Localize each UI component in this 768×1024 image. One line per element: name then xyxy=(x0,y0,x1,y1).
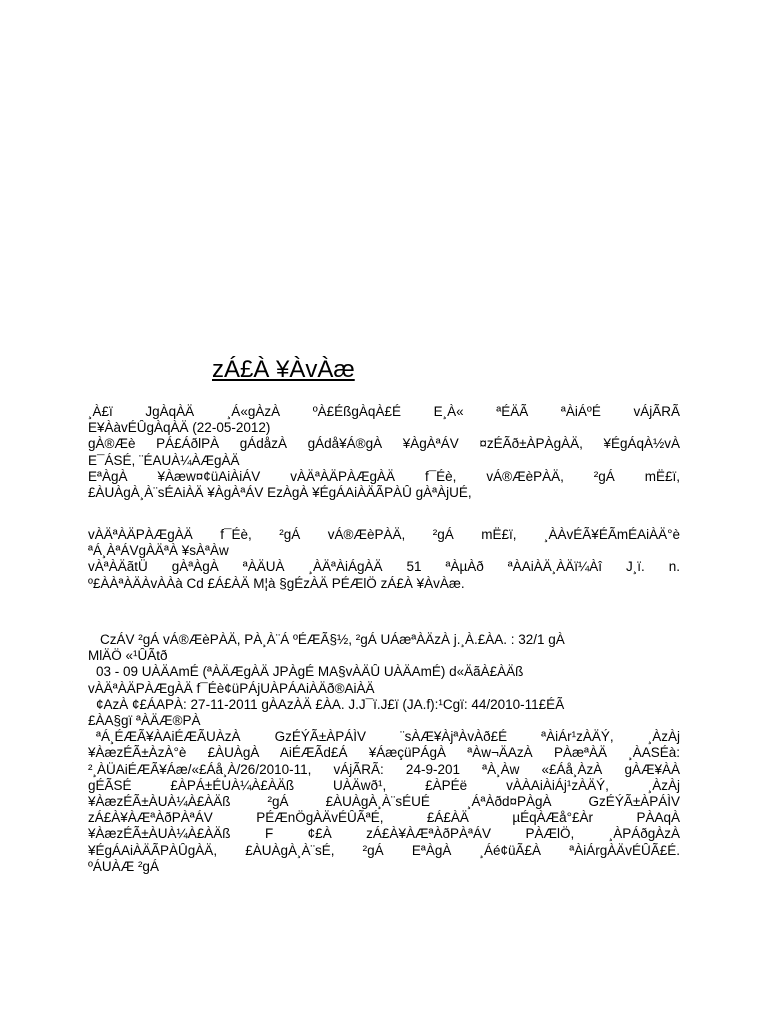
text-line: MlÄÖ «¹ÛÃtð xyxy=(88,648,168,664)
text-line: EªÀgÀ ¥Àæw¤¢üAiÀiÁV vÀÄªÀÄPÀÆgÀÄ f¯Éè, vÁ®ÆèPÀÄ, ²gÁ mË£ï, xyxy=(88,468,680,484)
text-line: £ÀA§gï ªÀÄÆ®PÀ xyxy=(88,713,201,729)
paragraph-intro xyxy=(88,404,680,501)
text-line: £ÀUÀgÀ¸À¨sÉAiÀÄ ¥ÀgÀªÁV EzÀgÀ ¥ÉgÁAiÀÄÃPÀÛ gÀªÀjUÉ, xyxy=(88,485,472,501)
document-title: zÁ£À ¥ÀvÀæ xyxy=(212,356,355,383)
text-line: gÀ®Æè PÁ£ÁðlPÀ gÁdåzÀ gÁdå¥Á®gÀ ¥ÀgÀªÁV ¤zÉÃð±ÀPÀgÀÄ, ¥ÉgÁqÀ½vÀ xyxy=(88,436,680,452)
text-line: gÉÃSÉ £ÀPÁ±ÉUÀ¼À£ÀÄß UÀÄwð¹, £ÀPÉë vÀÀAiÀiÁj¹zÀÄÝ, ¸ÀzÀj xyxy=(88,777,680,793)
text-line: ¥ÀæzÉÃ±ÀUÀ¼À£ÀÄß F ¢£À zÁ£À¥ÀÆªÀðPÀªÁV PÀÆlÖ, ¸ÀPÁðgÀzÀ xyxy=(88,826,680,842)
text-line: ¥ÉgÁAiÀÄÃPÀÛgÀÄ, £ÀUÀgÀ¸À¨sÉ, ²gÁ EªÀgÀ ¸Áé¢üÃ£À ªÀiÁrgÀÄvÉÛÃ£É. xyxy=(88,842,680,858)
text-line: ¥ÀæzÉÃ±ÀUÀ¼À£ÀÄß ²gÁ £ÀUÀgÀ¸À¨sÉUÉ ¸ÁªÀðd¤PÀgÀ GzÉÝÃ±ÀPÁÌV xyxy=(88,794,680,810)
text-line: ¢AzÀ ¢£ÁAPÀ: 27-11-2011 gÀAzÀÄ £ÀA. J.J¯ï.J£ï (JA.f):¹Cgï: 44/2010-11£ÉÃ xyxy=(96,696,565,712)
text-line: E¯ÁSÉ, ¨ÉAUÀ¼ÀÆgÀÄ xyxy=(88,452,240,468)
text-line: vÀªÀÄãtÜ gÀªÀgÀ ªÀÄUÀ ¸ÀÄªÀiÁgÀÄ 51 ªÀµÀð ªÀAiÀÄ¸ÀÄï¼Àî J¸ï. n. xyxy=(88,559,680,575)
text-line: vÀÄªÀÄPÀÆgÀÄ f¯Éè, ²gÁ vÁ®ÆèPÀÄ, ²gÁ mË£ï, ¸ÀÀvÉÃ¥ÉÃmÉAiÀÄ°è xyxy=(88,527,680,542)
text-line: zÁ£À¥ÀÆªÀðPÀªÁV PÉÆnÖgÀÄvÉÛÃªÉ, £Á£ÀÄ µÉqÀÆå°£Àr PÀAqÀ xyxy=(88,810,680,826)
paragraph-donor xyxy=(88,527,680,592)
text-line: CzÁV ²gÁ vÁ®ÆèPÀÄ, PÀ¸À¨Á ºÉÆÃ§½, ²gÁ UÁæªÀÄzÀ j.¸À.£ÀA. : 32/1 gÀ xyxy=(100,632,565,647)
text-line: ºÁUÀÆ ²gÁ xyxy=(88,858,159,874)
text-line: ªÁ¸ÀªÁVgÀÄªÀ ¥sÀªÀw xyxy=(88,543,229,559)
text-line: E¥ÀàvÉÛgÀqÀÄ (22-05-2012) xyxy=(88,420,271,436)
text-line: ¸À£ï JgÀqÀÄ ¸Á«gÀzÀ ºÀ£ÉßgÀqÀ£É E¸À« ªÉÄÃ ªÀiÁºÉ vÁjÃRÃ xyxy=(88,404,680,419)
paragraph-details xyxy=(88,632,680,875)
text-line: 03 - 09 UÀÄAmÉ (ªÀÄÆgÀÄ JPÀgÉ MA§vÀÄÛ UÀÄAmÉ) d«ÄãÀ£ÀÄß xyxy=(96,664,524,680)
text-line: ªÁ¸ÉÆÃ¥ÀAiÉÆÃUÀzÀ GzÉÝÃ±ÀPÁÌV ¨sÀÆ¥ÀjªÀvÀð£É ªÀiÁr¹zÀÄÝ, ¸ÀzÀj xyxy=(96,729,680,745)
text-line: º£ÀÀªÀÄÀvÀÀà Cd £Á£ÀÄ M¦à §gÉzÀÄ PÉÆlÖ zÁ£À ¥ÀvÀæ. xyxy=(88,575,465,591)
text-line: vÀÄªÀÄPÀÆgÀÄ f¯Éè¢üPÁjUÀPÁAiÀÄð®AiÀÄ xyxy=(88,680,375,696)
text-line: ¥ÀæzÉÃ±ÀzÀ°è £ÀUÀgÀ AiÉÆÃd£Á ¥ÁæçüPÁgÀ ªÀw¬ÄAzÀ PÀæªÀÄ ¸ÀASÉà: xyxy=(88,745,680,761)
text-line: ²¸ÀÜAiÉÆÃ¥Áæ/«£Áå¸À/26/2010-11, vÁjÃRÃ: 24-9-201 ªÀ¸Àw «£Áå¸ÀzÀ gÀÆ¥ÀÀ xyxy=(88,761,680,777)
